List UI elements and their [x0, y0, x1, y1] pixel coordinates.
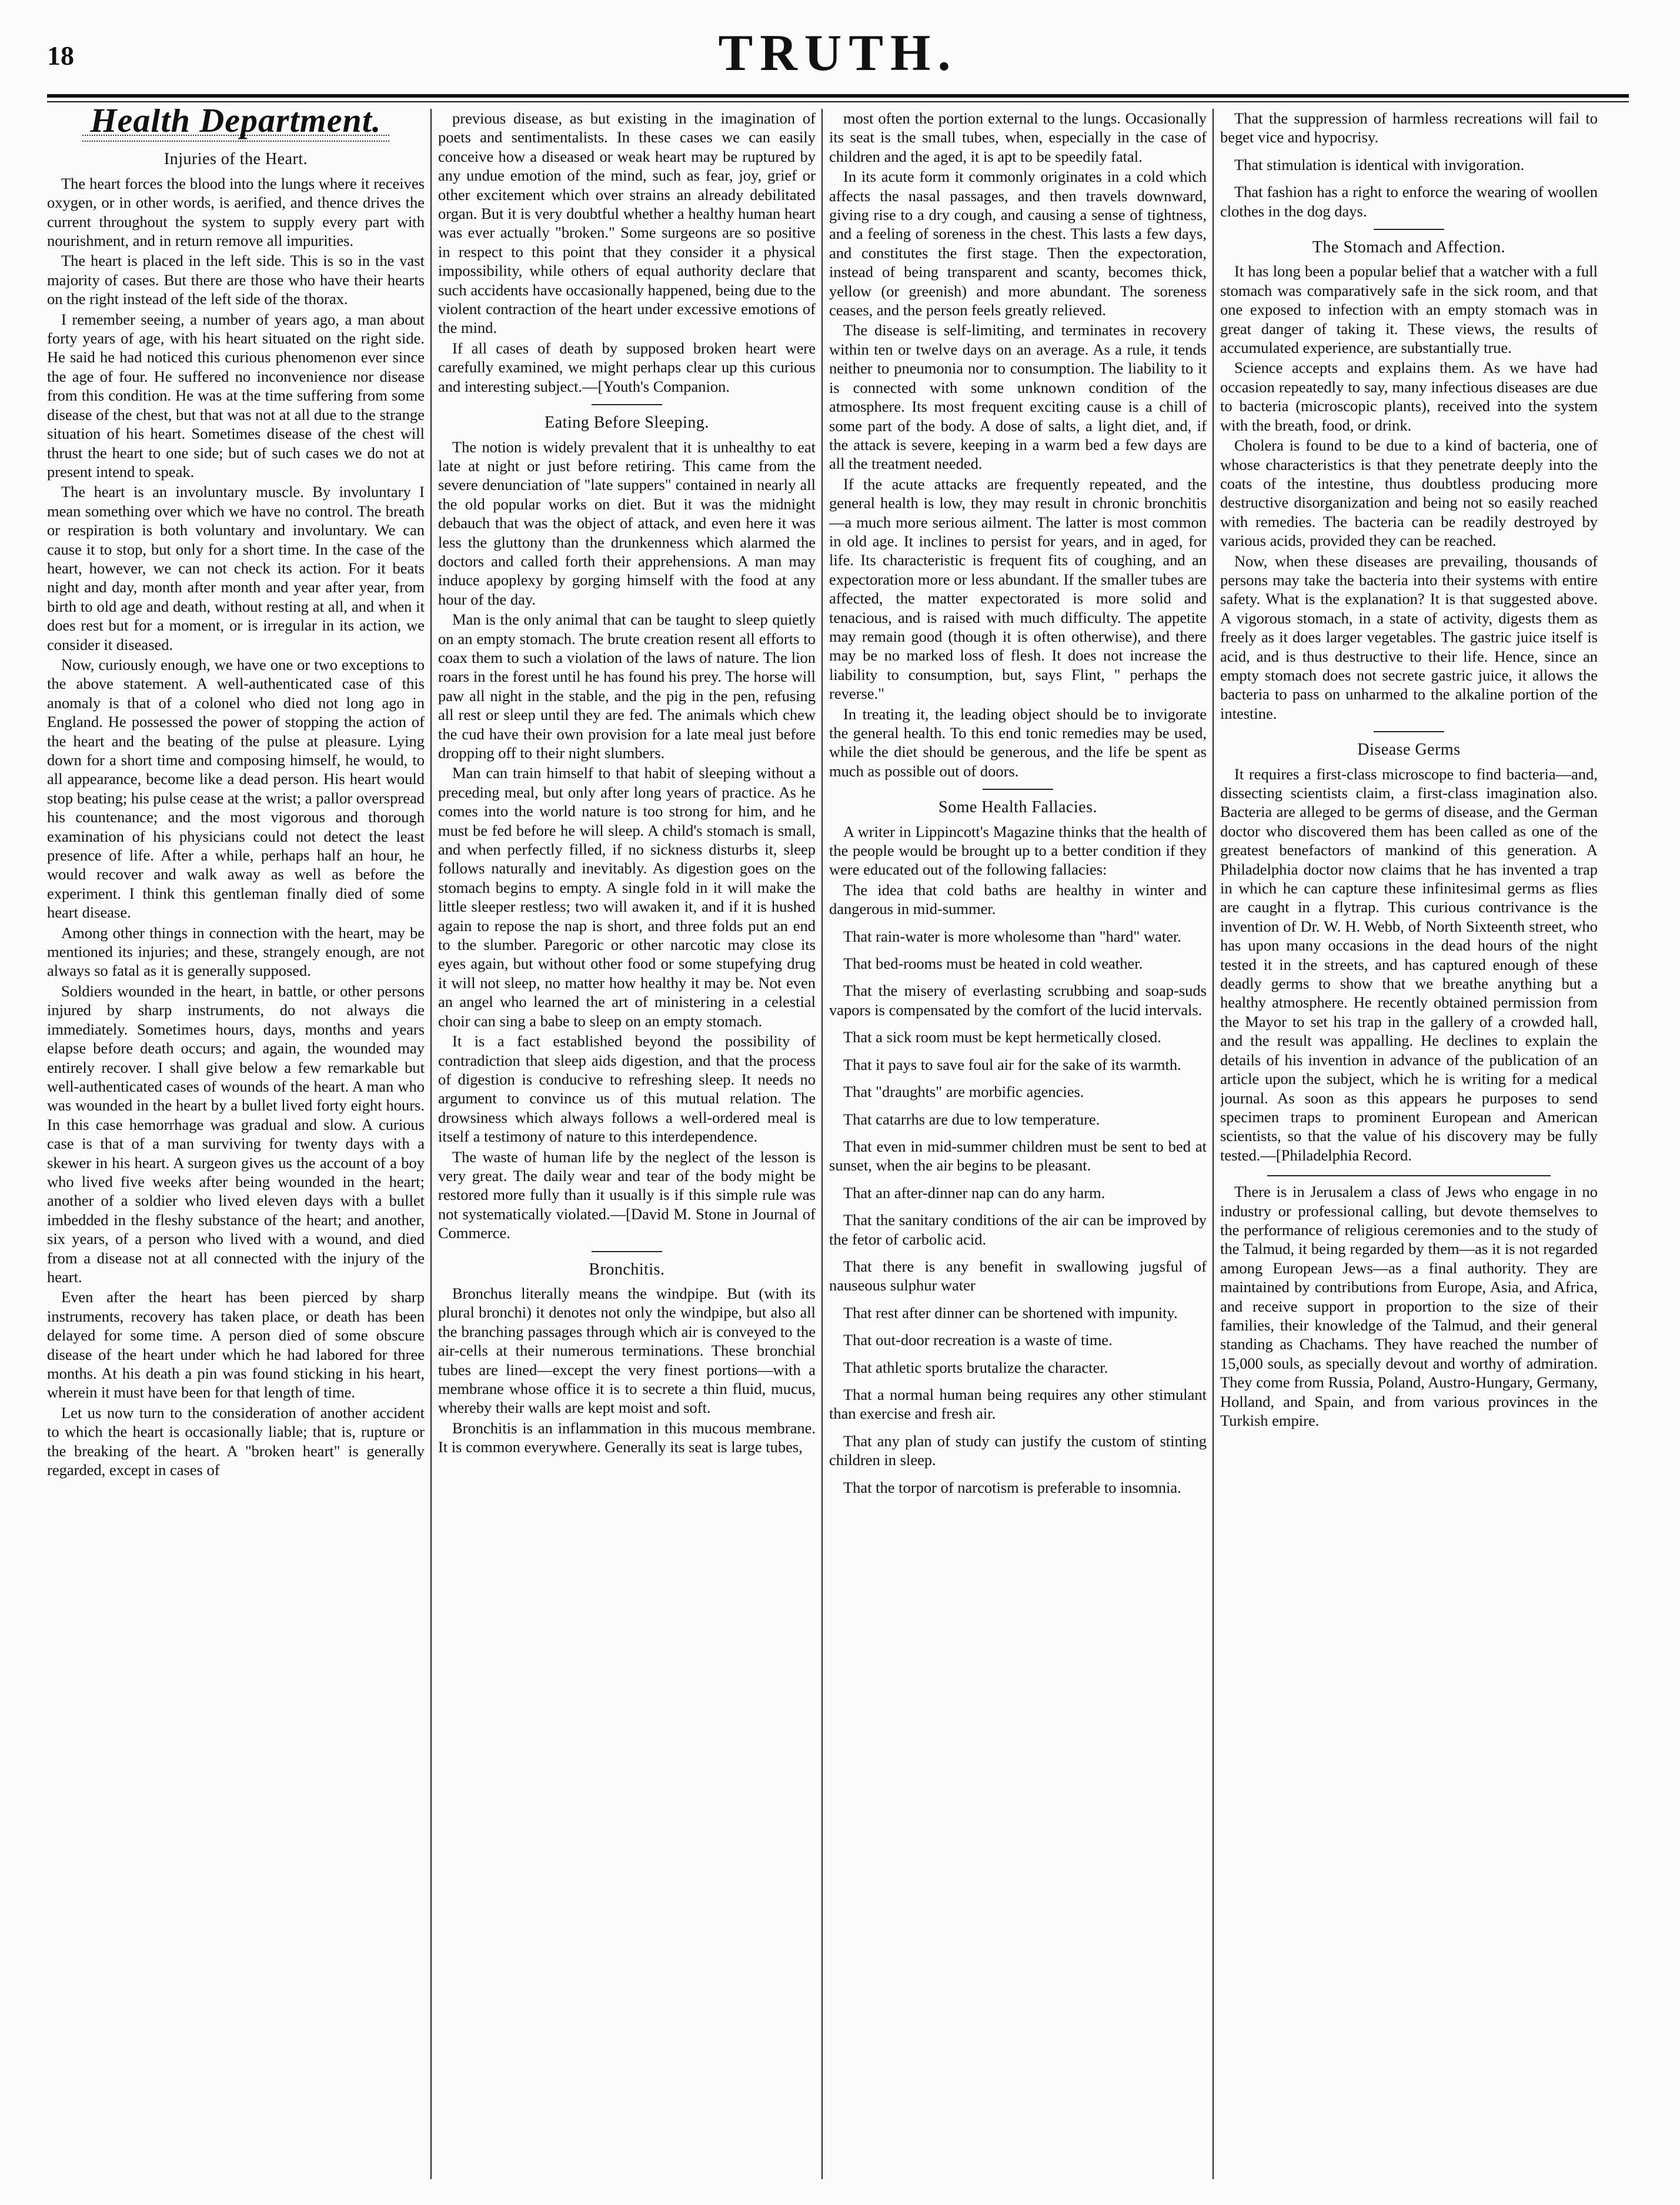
fallacy-item: That a sick room must be kept hermetically closed. [843, 1028, 1161, 1046]
article-heading-fallacies: Some Health Fallacies. [938, 798, 1097, 817]
section-divider [592, 1251, 662, 1252]
section-divider [1374, 229, 1444, 230]
fallacy-item: That the suppression of harmless recreations will fail to beget vice and hypocrisy. [1220, 109, 1598, 146]
column-divider [430, 109, 432, 2179]
fallacy-item: That an after-dinner nap can do any harm. [843, 1183, 1105, 1202]
column-3 [829, 109, 1207, 2179]
fallacy-item: That even in mid-summer children must be sent to bed at sunset, when the air begins to be pleasant. [829, 1137, 1207, 1175]
fallacy-item: That stimulation is identical with invigoration. [1234, 155, 1525, 174]
newspaper-title: TRUTH. [718, 25, 958, 82]
column-1 [47, 109, 425, 2179]
section-divider [592, 404, 662, 405]
paragraph: Let us now turn to the consideration of another accident to which the heart is occasionally liable; that is, rupture or the breaking of the heart. A "broken heart" is generally regarded, except in cases of [47, 1403, 425, 1479]
page-number: 18 [47, 41, 74, 71]
paragraph: In its acute form it commonly originates in a cold which affects the nasal passages, and then travels downward, giving rise to a dry cough, and causing a sense of tightness, and a feeling of soreness in the chest. This lasts a few days, and constitutes the first stage. Then the expectoration, instead of being transparent and scanty, becomes thick, yellow (or greenish) and more abundant. The soreness ceases, and the person feels greatly relieved. [829, 168, 1207, 319]
fallacy-item: That there is any benefit in swallowing jugsful of nauseous sulphur water [829, 1257, 1207, 1295]
paragraph: Bronchus literally means the windpipe. But (with its plural bronchi) it denotes not only the windpipe, but also all the branching passages through which air is conveyed to the air-cells at their numerous terminations. These bronchial tubes are lined—except the very finest portions—with a membrane whose office it is to secrete a thin fluid, mucus, whereby their walls are kept moist and soft. [438, 1284, 816, 1417]
paragraph: In treating it, the leading object should be to invigorate the general health. To this end tonic remedies may be used, while the diet should be generous, and the life be spent as much as possible out of doors. [829, 705, 1207, 780]
fallacy-item: That rest after dinner can be shortened with impunity. [843, 1303, 1178, 1322]
fallacy-item: The idea that cold baths are healthy in winter and dangerous in mid-summer. [829, 880, 1207, 918]
article-heading-germs: Disease Germs [1357, 740, 1461, 759]
fallacy-item: That bed-rooms must be heated in cold weather. [843, 955, 1143, 973]
department-title: Health Department. [90, 109, 382, 139]
fallacy-item: That out-door recreation is a waste of time. [843, 1331, 1113, 1349]
masthead [47, 24, 1629, 100]
article-heading-bronchitis: Bronchitis. [589, 1260, 665, 1279]
paragraph: The heart forces the blood into the lungs where it receives oxygen, or in other words, is aerified, and thence drives the current throughout the system to supply every part with nourishment, and in return remove all impurities. [47, 174, 425, 250]
paragraph: The waste of human life by the neglect of the lesson is very great. The daily wear and tear of the body might be restored more fully than it usually is if this simple rule was not systematically violated.—[David M. Stone in Journal of Commerce. [438, 1147, 816, 1242]
fallacy-item: That the torpor of narcotism is preferable to insomnia. [843, 1478, 1181, 1496]
fallacy-item: That any plan of study can justify the custom of stinting children in sleep. [829, 1432, 1207, 1469]
article-heading-eating: Eating Before Sleeping. [545, 413, 709, 432]
paragraph: A writer in Lippincott's Magazine thinks that the health of the people would be brought up to a better condition if they were educated out of the following fallacies: [829, 822, 1207, 879]
paragraph: The heart is placed in the left side. This is so in the vast majority of cases. But there are those who have their hearts on the right instead of the left side of the thorax. [47, 252, 425, 308]
article-heading-stomach: The Stomach and Affection. [1312, 238, 1506, 257]
column-divider [821, 109, 823, 2179]
paragraph: The notion is widely prevalent that it is unhealthy to eat late at night or just before retiring. This came from the severe denunciation of "late suppers" contained in nearly all the old popular works on diet. But it was the midnight debauch that was the object of attack, and even here it was less the gluttony than the drunkenness which alarmed the doctors and called forth their apprehensions. A man may induce apoplexy by gorging himself with the food at any hour of the day. [438, 438, 816, 608]
column-divider [1213, 109, 1214, 2179]
header-rule-thin [47, 101, 1629, 102]
paragraph: It is a fact established beyond the possibility of contradiction that sleep aids digestion, and that the process of digestion is conducive to refreshing sleep. It needs no argument to convince us of this mutual relation. The drowsiness which always follows a well-ordered meal is itself a testimony of nature to this interdependence. [438, 1032, 816, 1146]
paragraph: If all cases of death by supposed broken heart were carefully examined, we might perhaps clear up this curious and interesting subject.—[Youth's Companion. [438, 339, 816, 395]
paragraph: Soldiers wounded in the heart, in battle, or other persons injured by sharp instruments, do not always die immediately. Sometimes hours, days, months and years elapse before death occurs; and again, the wounded may entirely recover. I shall give below a few remarkable but well-authenticated cases of wounds of the heart. A man who was wounded in the heart by a bullet lived forty eight hours. In this case hemorrhage was gradual and slow. A curious case is that of a man surviving for twenty days with a skewer in his heart. A surgeon gives us the account of a boy who lived five weeks after being wounded in the heart; another of a soldier who lived eleven days with a bullet imbedded in the fleshy substance of the heart; and another, six years, of a person who lived with a wound, and died from a disease not at all connected with the injury of the heart. [47, 982, 425, 1286]
paragraph: most often the portion external to the lungs. Occasionally its seat is the small tubes, when, especially in the case of children and the aged, it is apt to be speedily fatal. [829, 109, 1207, 165]
fallacy-item: That fashion has a right to enforce the wearing of woollen clothes in the dog days. [1220, 183, 1598, 220]
fallacy-item: That a normal human being requires any other stimulant than exercise and fresh air. [829, 1385, 1207, 1423]
paragraph: Cholera is found to be due to a kind of bacteria, one of whose characteristics is that they penetrate deeply into the coats of the intestine, thus doubtless producing more destructive disorganization and being not so easily reached with remedies. The bacteria can be readily destroyed by various acids, provided they can be reached. [1220, 436, 1598, 550]
header-rule-thick [47, 94, 1629, 98]
paragraph: Among other things in connection with the heart, may be mentioned its injuries; and these, strangely enough, are not always so fatal as it is generally supposed. [47, 923, 425, 980]
section-divider [1374, 731, 1444, 732]
paragraph: Man is the only animal that can be taught to sleep quietly on an empty stomach. The brute creation resent all efforts to coax them to such a violation of the laws of nature. The lion roars in the forest until he has found his prey. The horse will paw all night in the stable, and the pig in the pen, refusing all rest or sleep until they are fed. The animals which chew the cud have their own provision for a late meal just before dropping off to their night slumbers. [438, 611, 816, 762]
article-heading-heart: Injuries of the Heart. [163, 150, 308, 169]
fallacy-item: That the sanitary conditions of the air can be improved by the fetor of carbolic acid. [829, 1211, 1207, 1248]
paragraph: Man can train himself to that habit of sleeping without a preceding meal, but only after long years of practice. As he comes into the world nature is too strong for him, and he must be fed before he will sleep. A child's stomach is small, and when perfectly filled, if no sickness disturbs it, sleep follows naturally and inevitably. As digestion goes on the stomach begins to empty. A single fold in it will make the little sleeper restless; two will awaken it, and if it is hushed again to repose the nap is short, and three folds put an end to the slumber. Paregoric or other narcotic may close its eyes again, but without other food or some stupefying drug it will not sleep, no matter how healthy it may be. Not even an angel who learned the art of ministering in a celestial choir can sing a babe to sleep on an empty stomach. [438, 764, 816, 1030]
paragraph: previous disease, as but existing in the imagination of poets and sentimentalists. In these cases we can easily conceive how a diseased or weak heart may be ruptured by any undue emotion of the mind, such as fear, joy, grief or other excitement which over strains an already debilitated organ. But it is very doubtful whether a healthy human heart was ever actually "broken." Some surgeons are so positive in respect to this point that they consider it a physical impossibility, while others of equal authority declare that such accidents have occasionally happened, being due to the violent contraction of the heart under excessive emotions of the mind. [438, 109, 816, 337]
paragraph: The disease is self-limiting, and terminates in recovery within ten or twelve days on an average. As a rule, it tends neither to pneumonia nor to consumption. The liability to it is connected with some unknown condition of the atmosphere. Its most frequent exciting cause is a chill of some part of the body. A dose of salts, a light diet, and, if the attack is severe, keeping in a warm bed a few days are all the treatment needed. [829, 321, 1207, 473]
fallacy-item: That the misery of everlasting scrubbing and soap-suds vapors is compensated by the comfort of the lucid intervals. [829, 982, 1207, 1019]
paragraph: If the acute attacks are frequently repeated, and the general health is low, they may result in chronic bronchitis—a much more serious ailment. The latter is most common in old age. It inclines to persist for years, and in aged, for life. Its characteristic is frequent fits of coughing, and an expectoration more or less abundant. If the smaller tubes are affected, the matter expectorated is more solid and tenacious, and is raised with much difficulty. The appetite may remain good (though it is often otherwise), and there may be no marked loss of flesh. It does not increase the liability to consumption, but, says Flint, " perhaps the reverse." [829, 475, 1207, 703]
paragraph: It requires a first-class microscope to find bacteria—and, dissecting scientists claim, a first-class imagination also. Bacteria are alleged to be germs of disease, and the German doctor who discovered them has been called as one of the greatest benefactors of mankind of this generation. A Philadelphia doctor now claims that he has invented a trap in which he can capture these infinitesimal germs as flies are caught in a flytrap. This curious contrivance is the invention of Dr. W. H. Webb, of North Sixteenth street, who has upon many occasions in the dead hours of the night tested it in the streets, and has captured enough of these deadly germs to show that we breathe anything but a healthy atmosphere. He recently obtained permission from the Mayor to set his trap in the gallery of a crowded hall, and the result was appalling. He declines to explain the details of his invention in advance of the publication of an article upon the subject, which he is writing for a medical journal. As soon as this appears he purposes to send specimen traps to prominent European and American scientists, so that the value of his discovery may be fully tested.—[Philadelphia Record. [1220, 765, 1598, 1164]
paragraph: Even after the heart has been pierced by sharp instruments, recovery has taken place, or death has been delayed for some time. A person died of some obscure disease of the heart under which he had labored for three months. At his death a pin was found sticking in his heart, wherein it must have been for that length of time. [47, 1288, 425, 1402]
fallacy-item: That "draughts" are morbific agencies. [843, 1083, 1084, 1101]
paragraph: I remember seeing, a number of years ago, a man about forty years of age, with his heart situated on the right side. He said he had noticed this curious phenomenon ever since the age of four. He suffered no inconvenience nor disease from this condition. He was at the time suffering from some disease of the chest, but that was not at all due to the strange situation of his heart. Sometimes disease of the chest will thrust the heart to one side; but of such cases we do not at present intend to speak. [47, 310, 425, 481]
fallacy-item: That catarrhs are due to low temperature. [843, 1110, 1100, 1128]
section-divider [1267, 1175, 1551, 1176]
paragraph: Science accepts and explains them. As we have had occasion repeatedly to say, many infectious diseases are due to bacteria (microscopic plants), received into the system with the breath, food, or drink. [1220, 359, 1598, 434]
paragraph: Bronchitis is an inflammation in this mucous membrane. It is common everywhere. Generally its seat is large tubes, [438, 1419, 816, 1456]
section-divider [983, 789, 1053, 790]
paragraph: It has long been a popular belief that a watcher with a full stomach was comparatively safe in the sick room, and that one exposed to infection with an empty stomach was in great danger of taking it. These views, the results of accumulated experience, are substantially true. [1220, 262, 1598, 357]
fallacy-item: That rain-water is more wholesome than "hard" water. [843, 927, 1181, 945]
paragraph: There is in Jerusalem a class of Jews who engage in no industry or professional calling, but devote themselves to the performance of religious ceremonies and to the study of the Talmud, it being regarded by them—as it is not regarded among European Jews—as a final authority. They are maintained by contributions from Europe, Asia, and Africa, and receive support in proportion to the size of their families, their knowledge of the Talmud, and their general standing as Chachams. They have reached the number of 15,000 souls, as specially devout and worthy of admiration. They come from Russia, Poland, Austro-Hungary, Germany, Holland, and Spain, and from various provinces in the Turkish empire. [1220, 1183, 1598, 1429]
paragraph: Now, curiously enough, we have one or two exceptions to the above statement. A well-authenticated case of this anomaly is that of a colonel who died not long ago in England. He possessed the power of stopping the action of the heart and the beating of the pulse at pleasure. Lying down for a short time and composing himself, he would, to all appearance, become like a dead person. His heart would stop beating; his pulse cease at the wrist; a pallor overspread his countenance; and the most vigorous and thorough examination of his physicians could not detect the least presence of life. After a while, perhaps half an hour, he would recover and walk away as well as before the experiment. I think this gentleman finally died of some heart disease. [47, 655, 425, 922]
paragraph: The heart is an involuntary muscle. By involuntary I mean something over which we have no control. The breath or respiration is both voluntary and involuntary. We can cause it to stop, but only for a short time. In the case of the heart, however, we can not check its action. For it beats night and day, month after month and year after year, from birth to old age and death, without resting at all, and when it does rest but for a moment, or is irregular in its action, we consider it diseased. [47, 483, 425, 653]
paragraph: Now, when these diseases are prevailing, thousands of persons may take the bacteria into their systems with entire safety. What is the explanation? It is that suggested above. A vigorous stomach, in a state of activity, digests them as freely as it does larger vegetables. The gastric juice itself is acid, and is thus destructive to their life. Hence, since an empty stomach does not secrete gastric juice, it allows the bacteria to pass on unharmed to the alkaline portion of the intestine. [1220, 552, 1598, 722]
fallacy-item: That athletic sports brutalize the character. [843, 1358, 1108, 1376]
column-2 [438, 109, 816, 2179]
column-4 [1220, 109, 1598, 2179]
fallacy-item: That it pays to save foul air for the sake of its warmth. [843, 1055, 1181, 1073]
